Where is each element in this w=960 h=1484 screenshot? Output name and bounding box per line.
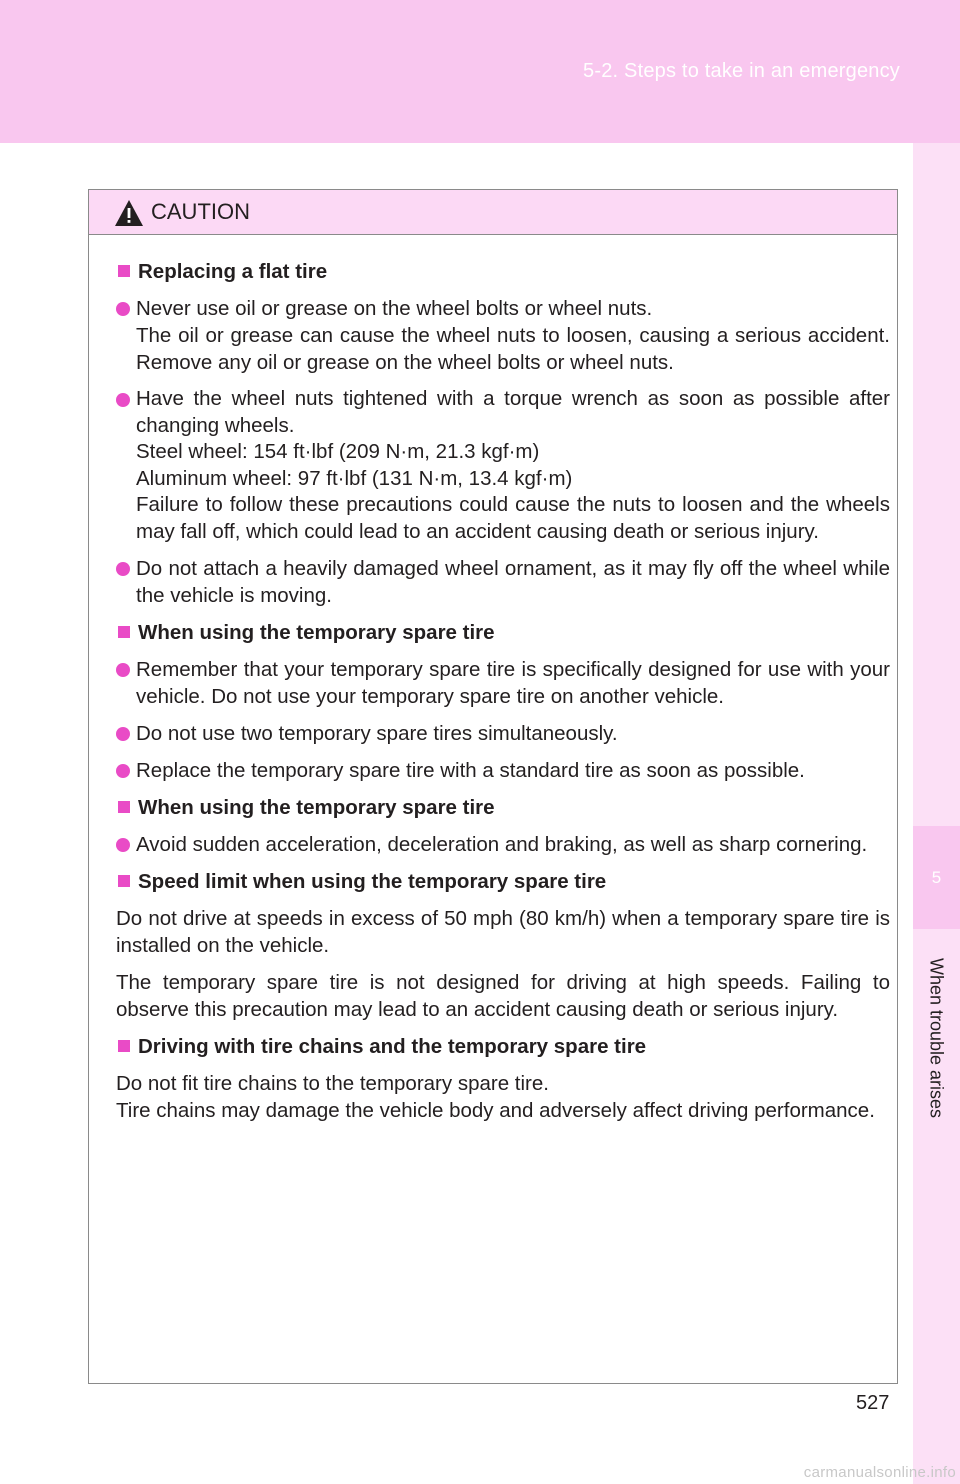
circle-bullet-icon (116, 663, 130, 677)
list-item: Never use oil or grease on the wheel bolts or wheel nuts. The oil or grease can cause the wheel nuts to loosen, causing a serious accident. Remove any oil or grease on the wheel bolts or wheel nuts. (108, 295, 890, 376)
chapter-label: When trouble arises (926, 957, 947, 1119)
page-header (0, 0, 960, 143)
caution-header (89, 190, 897, 235)
chapter-number: 5 (913, 826, 960, 929)
circle-bullet-icon (116, 302, 130, 316)
section-heading: Speed limit when using the temporary spare tire (108, 868, 890, 895)
list-item: Replace the temporary spare tire with a standard tire as soon as possible. (108, 757, 890, 784)
section-heading: When using the temporary spare tire (108, 794, 890, 821)
square-bullet-icon (118, 626, 130, 638)
list-item: Do not attach a heavily damaged wheel ornament, as it may fly off the wheel while the vehicle is moving. (108, 555, 890, 609)
page-number: 527 (856, 1392, 890, 1414)
watermark: carmanualsonline.info (803, 1464, 956, 1481)
circle-bullet-icon (116, 764, 130, 778)
square-bullet-icon (118, 875, 130, 887)
section-heading: Driving with tire chains and the temporary spare tire (108, 1033, 890, 1060)
caution-content (108, 250, 890, 1124)
section-heading: Replacing a flat tire (108, 258, 890, 285)
circle-bullet-icon (116, 562, 130, 576)
warning-triangle-icon (113, 198, 145, 228)
list-item: Avoid sudden acceleration, deceleration and braking, as well as sharp cornering. (108, 831, 890, 858)
circle-bullet-icon (116, 393, 130, 407)
section-title: 5-2. Steps to take in an emergency (583, 60, 900, 82)
list-item: Do not use two temporary spare tires simultaneously. (108, 720, 890, 747)
chapter-side-tab (913, 143, 960, 1484)
paragraph: The temporary spare tire is not designed for driving at high speeds. Failing to observe this precaution may lead to an accident causing death or serious injury. (116, 971, 890, 1021)
paragraph: Do not drive at speeds in excess of 50 mph (80 km/h) when a temporary spare tire is installed on the vehicle. (116, 907, 890, 957)
square-bullet-icon (118, 1040, 130, 1052)
square-bullet-icon (118, 265, 130, 277)
paragraph: Tire chains may damage the vehicle body and adversely affect driving performance. (116, 1099, 875, 1122)
circle-bullet-icon (116, 727, 130, 741)
list-item: Remember that your temporary spare tire is specifically designed for use with your vehicle. Do not use your temporary spare tire on another vehicle. (108, 656, 890, 710)
section-heading: When using the temporary spare tire (108, 619, 890, 646)
list-item: Have the wheel nuts tightened with a torque wrench as soon as possible after changing wheels. Steel wheel: 154 ft·lbf (209 N·m, 21.3 kgf·m) Aluminum wheel: 97 ft·lbf (131 N·m, 13.4 kgf·m) Failure to follow these precautions could cause the nuts to loosen and the wheels may fall off, which could lead to an accident causing death or serious injury. (108, 386, 890, 545)
circle-bullet-icon (116, 838, 130, 852)
caution-title: CAUTION (151, 199, 250, 224)
square-bullet-icon (118, 801, 130, 813)
paragraph: Do not fit tire chains to the temporary spare tire. (116, 1072, 549, 1095)
